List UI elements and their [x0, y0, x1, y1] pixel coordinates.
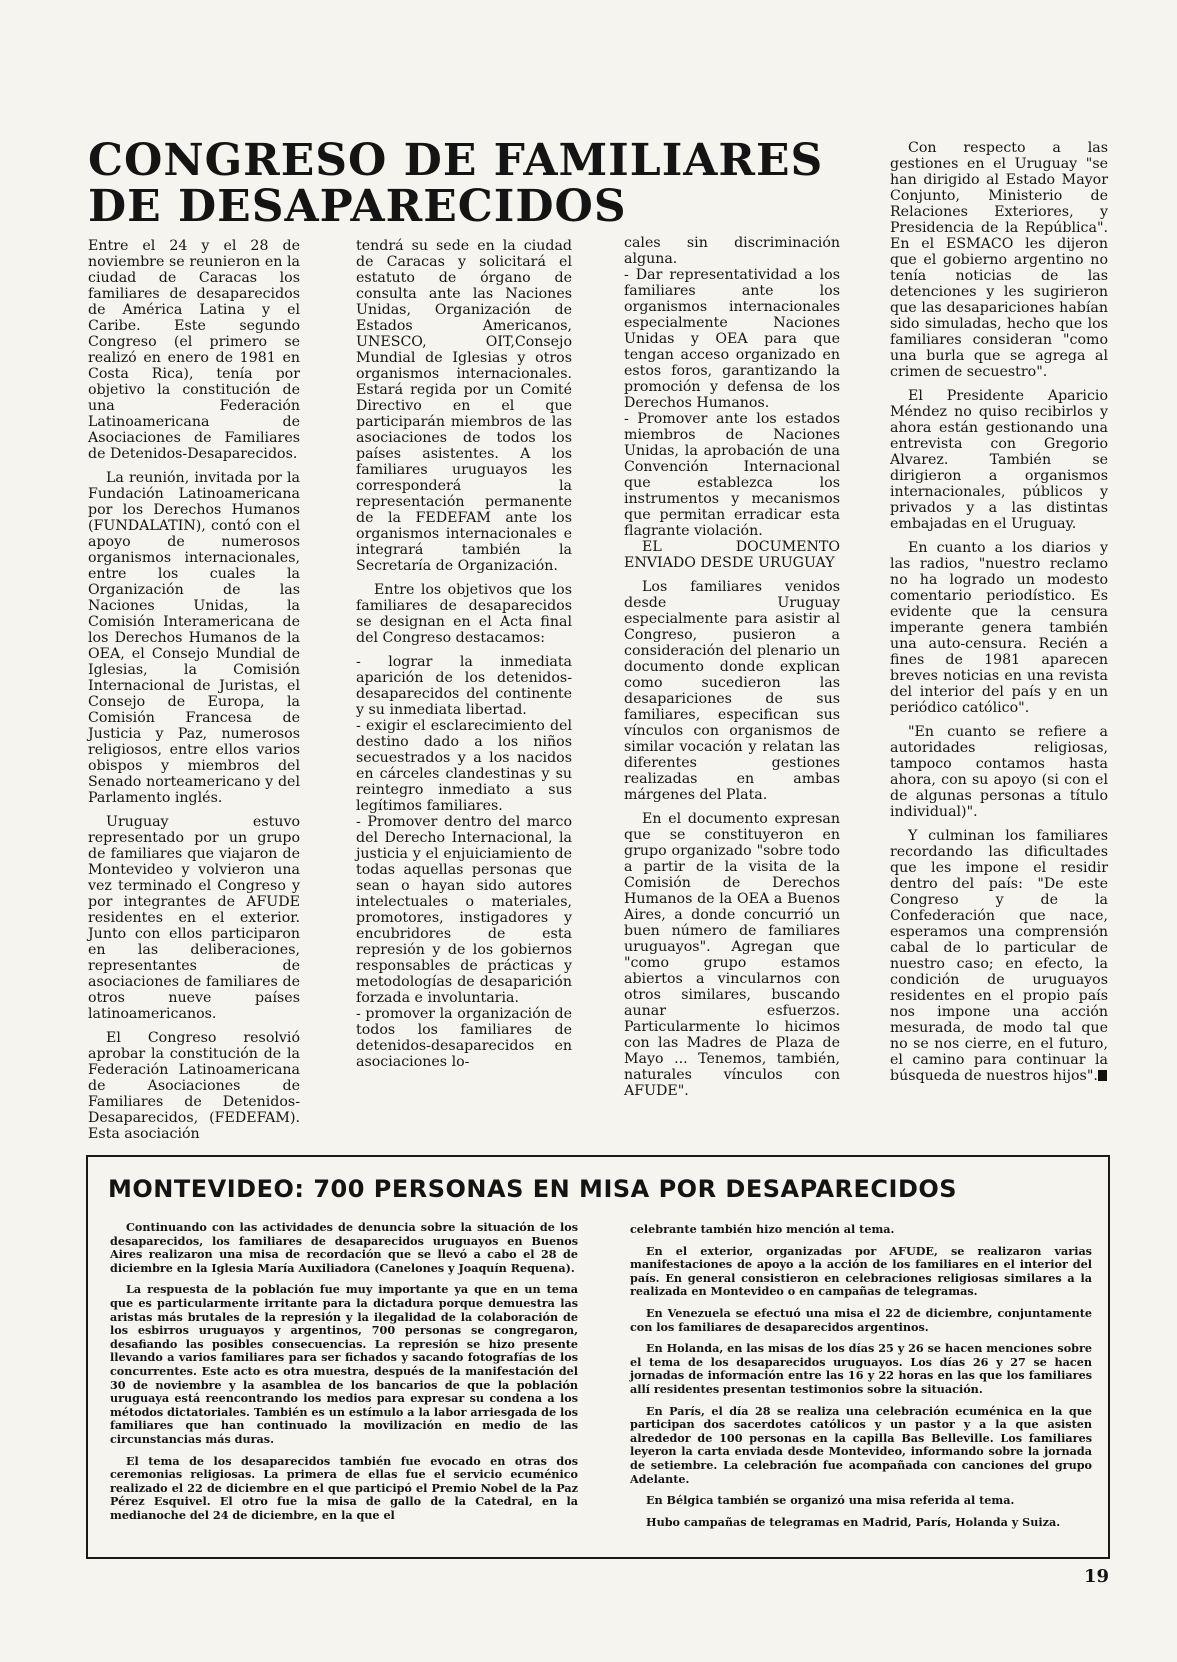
- paragraph: Con respecto a las gestiones en el Uruguay "se han dirigido al Estado Mayor Conjunto, Ministerio de Relaciones Exteriores, y Presidencia de la República". En el ESMACO les dijeron que el gobierno argentino no tenía noticias de las detenciones y les sugirieron que las desapariciones habían sido simuladas, hecho que los familiares consideran "como una burla que se agrega al crimen de secuestro".: [890, 140, 1108, 380]
- paragraph: Los familiares venidos desde Uruguay especialmente para asistir al Congreso, pusieron a consideración del plenario un documento donde explican como sucedieron las desapariciones de sus familiares, especifican sus vínculos con organismos de similar vocación y relatan las diferentes gestiones realizadas en ambas márgenes del Plata.: [624, 579, 840, 803]
- paragraph: En Bélgica también se organizó una misa referida al tema.: [646, 1493, 1015, 1508]
- paragraph: El Congreso resolvió aprobar la constitución de la Federación Latinoamericana de Asociaciones de Familiares de Detenidos-Desaparecidos, (FEDEFAM). Esta asociación: [88, 1030, 300, 1142]
- paragraph: En París, el día 28 se realiza una celebración ecuménica en la que participan dos sacerdotes católicos y un pastor y a la que asisten alrededor de 100 personas en la capilla Bas Belleville. Los familiares leyeron la carta enviada desde Montevideo, informando sobre la jornada de setiembre. La celebración fue acompañada con canciones del grupo Adelante.: [630, 1403, 1092, 1486]
- sidebar-column-right: [630, 1223, 1092, 1537]
- article-column-2: [356, 238, 572, 1070]
- objective-item: - Promover dentro del marco del Derecho Internacional, la justicia y el enjuiciamiento de todas aquellas personas que sean o hayan sido autores intelectuales o materiales, promotores, instigadores y encubridores de esta represión y de los gobiernos responsables de prácticas y metodologías de desaparición forzada e involuntaria.: [356, 814, 572, 1006]
- objective-item: - exigir el esclarecimiento del destino dado a los niños secuestrados y a los nacidos en cárceles clandestinas y su reintegro inmediato a sus legítimos familiares.: [356, 718, 572, 814]
- paragraph: En el documento expresan que se constituyeron en grupo organizado "sobre todo a partir de la visita de la Comisión de Derechos Humanos de la OEA a Buenos Aires, a donde concurrió un buen número de familiares uruguayos". Agregan que "como grupo estamos abiertos a vincularnos con otros similares, buscando aunar esfuerzos. Particularmente lo hicimos con las Madres de Plaza de Mayo ... Tenemos, también, naturales vínculos con AFUDE".: [624, 811, 840, 1099]
- paragraph: Entre los objetivos que los familiares de desaparecidos se designan en el Acta final del Congreso destacamos:: [356, 582, 572, 646]
- objective-item: - Dar representatividad a los familiares ante los organismos internacionales especialmente Naciones Unidas y OEA para que tengan acceso organizado en estos foros, garantizando la promoción y defensa de los Derechos Humanos.: [624, 267, 840, 411]
- article-title: [88, 135, 878, 232]
- paragraph: En cuanto a los diarios y las radios, "nuestro reclamo no ha logrado un modesto comentario periodístico. Es evidente que la censura imperante genera también una auto-censura. Recién a fines de 1981 aparecen breves noticias en una revista del interior del país y en un periódico católico".: [890, 540, 1108, 716]
- paragraph: celebrante también hizo mención al tema.: [630, 1222, 895, 1236]
- page-number: 19: [1084, 1566, 1110, 1587]
- sidebar-title: MONTEVIDEO: 700 PERSONAS EN MISA POR DESAPARECIDOS: [108, 1175, 958, 1203]
- article-title-line-1: CONGRESO DE FAMILIARES: [88, 135, 824, 186]
- sidebar-box: [86, 1155, 1110, 1559]
- paragraph: tendrá su sede en la ciudad de Caracas y solicitará el estatuto de órgano de consulta ante las Naciones Unidas, Organización de Estados Americanos, UNESCO, OIT,Consejo Mundial de Iglesias y otros organismos internacionales. Estará regida por un Comité Directivo en el que participarán miembros de las asociaciones de todos los países asistentes. A los familiares uruguayos les corresponderá la representación permanente de la FEDEFAM ante los organismos internacionales e integrará también la Secretaría de Organización.: [356, 238, 572, 574]
- paragraph-text: Y culminan los familiares recordando las dificultades que les impone el residir dentro del país: "De este Congreso y de la Confederación que nace, esperamos una comprensión cabal de lo particular de nuestro caso; en efecto, la condición de uruguayos residentes en el propio país nos impone una acción mesurada, de modo tal que no se nos cierre, en el futuro, el camino para continuar la búsqueda de nuestros hijos".: [890, 828, 1108, 1084]
- article-column-1: [88, 238, 300, 1150]
- paragraph: Uruguay estuvo representado por un grupo de familiares que viajaron de Montevideo y volvieron una vez terminado el Congreso y por integrantes de AFUDE residentes en el exterior. Junto con ellos participaron en las deliberaciones, representantes de asociaciones de familiares de otros nueve países latinoamericanos.: [88, 814, 300, 1022]
- article-column-3: [624, 235, 840, 1107]
- paragraph: En Venezuela se efectuó una misa el 22 de diciembre, conjuntamente con los familiares de desaparecidos argentinos.: [630, 1305, 1092, 1334]
- paragraph: La respuesta de la población fue muy importante ya que en un tema que es particularmente irritante para la dictadura porque demuestra las aristas más brutales de la represión y la ilegalidad de la colaboración de los esbirros uruguayos y argentinos, 700 personas se congregaron, desafiando las posibles consecuencias. La represión se hizo presente llevando a varios familiares para ser fichados y sacando fotografías de los concurrentes. Este acto es otra muestra, después de la manifestación del 30 de noviembre y la asamblea de los bancarios de que la población uruguaya está reencontrando los medios para expresar su condena a los métodos dictatoriales. También es un estímulo a la labor arriesgada de los familiares que han continuado la movilización en medio de las circunstancias más duras.: [110, 1282, 578, 1446]
- paragraph: Entre el 24 y el 28 de noviembre se reunieron en la ciudad de Caracas los familiares de desaparecidos de América Latina y el Caribe. Este segundo Congreso (el primero se realizó en enero de 1981 en Costa Rica), tenía por objetivo la constitución de una Federación Latinoamericana de Asociaciones de Familiares de Detenidos-Desaparecidos.: [88, 238, 300, 462]
- paragraph: La reunión, invitada por la Fundación Latinoamericana por los Derechos Humanos (FUNDALATIN), contó con el apoyo de numerosos organismos internacionales, entre los cuales la Organización de las Naciones Unidas, la Comisión Interamericana de los Derechos Humanos de la OEA, el Consejo Mundial de Iglesias, la Comisión Internacional de Juristas, el Consejo de Europa, la Comisión Francesa de Justicia y Paz, numerosos religiosos, entre ellos varios obispos y miembros del Senado norteamericano y del Parlamento inglés.: [88, 470, 300, 806]
- paragraph-final: [890, 828, 1108, 1084]
- section-subhead: EL DOCUMENTO ENVIADO DESDE URUGUAY: [624, 539, 840, 571]
- paragraph: Continuando con las actividades de denuncia sobre la situación de los desaparecidos, los familiares de desaparecidos uruguayos en Buenos Aires realizaron una misa de recordación que se llevó a cabo el 28 de diciembre en la Iglesia María Auxiliadora (Canelones y Joaquín Requena).: [110, 1220, 578, 1275]
- objective-item: - lograr la inmediata aparición de los detenidos-desaparecidos del continente y su inmediata libertad.: [356, 654, 572, 718]
- paragraph: En Holanda, en las misas de los días 25 y 26 se hacen menciones sobre el tema de los desaparecidos uruguayos. Los días 26 y 27 se hacen jornadas de información entre las 16 y 22 horas en las que los familiares allí residentes presentan testimonios sobre la situación.: [630, 1341, 1092, 1396]
- paragraph: El tema de los desaparecidos también fue evocado en otras dos ceremonias religiosas. La primera de ellas fue el servicio ecuménico realizado el 22 de diciembre en el que participó el Premio Nobel de la Paz Pérez Esquivel. El otro fue la misa de gallo de la Catedral, en la medianoche del 24 de diciembre, en la que el: [110, 1453, 578, 1522]
- paragraph: El Presidente Aparicio Méndez no quiso recibirlos y ahora están gestionando una entrevista con Gregorio Alvarez. También se dirigieron a organismos internacionales, públicos y privados y a las distintas embajadas en el Uruguay.: [890, 388, 1108, 532]
- objective-item: - promover la organización de todos los familiares de detenidos-desaparecidos en asociaciones lo-: [356, 1006, 572, 1070]
- sidebar-column-left: [110, 1221, 578, 1530]
- paragraph: En el exterior, organizadas por AFUDE, se realizaron varias manifestaciones de apoyo a la acción de los familiares en el interior del país. En general consistieron en celebraciones religiosas similares a la realizada en Montevideo o en campañas de telegramas.: [630, 1243, 1092, 1299]
- end-mark-icon: [1098, 1070, 1107, 1081]
- objective-item: cales sin discriminación alguna.: [624, 235, 840, 267]
- article-title-line-2: DE DESAPARECIDOS: [88, 181, 627, 232]
- objective-item: - Promover ante los estados miembros de Naciones Unidas, la aprobación de una Convención Internacional que establezca los instrumentos y mecanismos que permitan erradicar esta flagrante violación.: [624, 411, 840, 539]
- paragraph: "En cuanto se refiere a autoridades religiosas, tampoco contamos hasta ahora, con su apoyo (si con el de algunas personas a título individual)".: [890, 724, 1108, 820]
- article-column-4: [890, 140, 1108, 1092]
- paragraph: Hubo campañas de telegramas en Madrid, París, Holanda y Suiza.: [646, 1514, 1061, 1529]
